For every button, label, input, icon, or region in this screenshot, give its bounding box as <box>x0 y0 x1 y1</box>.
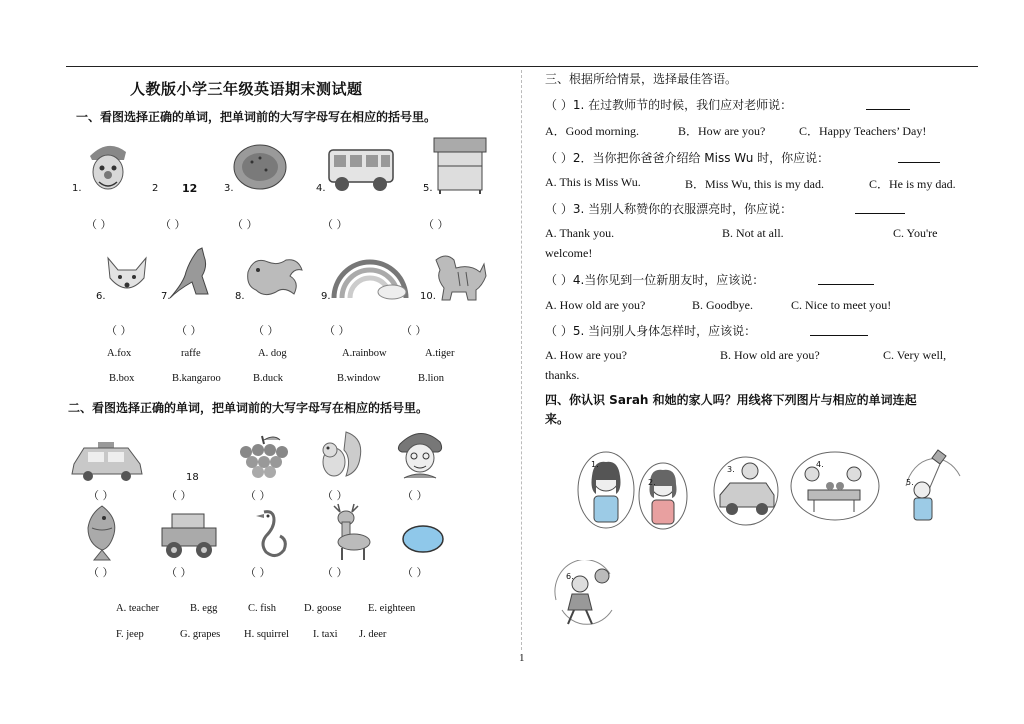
question-text: （ ）3. 当别人称赞你的衣服漂亮时，你应说： <box>545 202 793 216</box>
clown-picture <box>84 138 132 194</box>
pic-number: 5. <box>423 183 433 194</box>
answer-blank[interactable]: （ ） <box>245 489 271 502</box>
girl-picture <box>576 450 636 530</box>
part3-instruction: 三、根据所给情景，选择最佳答语。 <box>545 72 738 86</box>
desk-picture <box>432 136 488 196</box>
question-text: （ ）2．当你把你爸爸介绍给 Miss Wu 时，你应说： <box>545 151 830 165</box>
answer-line[interactable] <box>866 109 910 110</box>
option: F. jeep <box>116 629 144 640</box>
page-number: 1 <box>519 652 525 664</box>
option-b: B. How old are you? <box>720 348 820 362</box>
answer-blank[interactable]: （ ） <box>86 218 112 231</box>
option-a: A. How old are you? <box>545 298 646 312</box>
pic-number: 3. <box>224 183 234 194</box>
option-b: B. Goodbye. <box>692 298 753 312</box>
grapes-picture <box>234 434 290 482</box>
boy-ball-picture <box>552 560 616 630</box>
option: E. eighteen <box>368 603 416 614</box>
fox-picture <box>104 252 150 300</box>
fish-picture <box>82 504 122 562</box>
option: A. teacher <box>116 603 160 614</box>
number-picture-18: 18 <box>186 472 199 483</box>
answer-blank[interactable]: （ ） <box>322 566 348 579</box>
pic-number: 3. <box>727 465 735 474</box>
question-text: （ ）4.当你见到一位新朋友时，应该说： <box>545 273 765 287</box>
question-text: （ ）1. 在过教师节的时候，我们应对老师说： <box>545 98 793 112</box>
option: A.fox <box>107 348 132 359</box>
jeep-picture <box>158 510 220 560</box>
answer-line[interactable] <box>855 213 905 214</box>
pic-number: 6. <box>566 572 574 581</box>
answer-blank[interactable]: （ ） <box>166 566 192 579</box>
option-c-continued: welcome! <box>545 246 593 260</box>
page-title: 人教版小学三年级英语期末测试题 <box>130 80 363 98</box>
option-a: A. How are you? <box>545 348 627 362</box>
answer-blank[interactable]: （ ） <box>423 218 449 231</box>
pic-number: 1. <box>72 183 82 194</box>
top-rule <box>66 66 978 67</box>
option: G. grapes <box>180 629 221 640</box>
taxi-picture <box>70 440 146 482</box>
option: B.duck <box>253 373 284 384</box>
option-c: C．Happy Teachers’ Day! <box>799 124 927 138</box>
tiger-picture <box>432 250 488 302</box>
option-b: B. Not at all. <box>722 226 784 240</box>
pic-number: 2. <box>648 478 656 487</box>
option-a: A. Thank you. <box>545 226 615 240</box>
option-c: C．He is my dad. <box>869 177 956 191</box>
answer-blank[interactable]: （ ） <box>106 324 132 337</box>
option-a: A. This is Miss Wu. <box>545 175 641 189</box>
dragon-picture <box>242 252 308 302</box>
rainbow-picture <box>330 254 410 300</box>
part1-instruction: 一、看图选择正确的单词，把单词前的大写字母写在相应的括号里。 <box>76 110 437 124</box>
column-divider <box>521 70 522 650</box>
part4-instruction-line1: 四、你认识 Sarah 和她的家人吗？用线将下列图片与相应的单词连起 <box>545 393 917 407</box>
option: A.rainbow <box>342 348 387 359</box>
deer-picture <box>324 502 374 562</box>
option-b: B．Miss Wu, this is my dad. <box>685 177 824 191</box>
car-picture <box>712 455 780 527</box>
pic-number: 7. <box>161 291 171 302</box>
egg-picture <box>400 522 446 556</box>
answer-blank[interactable]: （ ） <box>88 489 114 502</box>
option: B.lion <box>418 373 444 384</box>
goose-picture <box>250 508 290 562</box>
option: C. fish <box>248 603 277 614</box>
answer-blank[interactable]: （ ） <box>232 218 258 231</box>
answer-line[interactable] <box>898 162 940 163</box>
option: H. squirrel <box>244 629 289 640</box>
option-c-continued: thanks. <box>545 368 580 382</box>
option: I. taxi <box>313 629 338 640</box>
option: A. dog <box>258 348 287 359</box>
answer-blank[interactable]: （ ） <box>166 489 192 502</box>
answer-blank[interactable]: （ ） <box>402 566 428 579</box>
pic-number: 1. <box>591 460 599 469</box>
squirrel-picture <box>316 428 364 482</box>
option: B.kangaroo <box>172 373 221 384</box>
answer-blank[interactable]: （ ） <box>324 324 350 337</box>
mother-picture <box>638 460 688 530</box>
answer-line[interactable] <box>818 284 874 285</box>
family-table-picture <box>790 450 880 522</box>
option-c: C. You're <box>893 226 938 240</box>
option-c: C. Very well, <box>883 348 947 362</box>
option: B.box <box>109 373 135 384</box>
bus-picture <box>326 142 396 194</box>
kangaroo-picture <box>168 246 218 300</box>
pic-number: 10. <box>420 291 436 302</box>
option: raffe <box>181 348 201 359</box>
option: A.tiger <box>425 348 455 359</box>
pic-number: 6. <box>96 291 106 302</box>
pic-number: 5. <box>906 478 914 487</box>
part2-instruction: 二、看图选择正确的单词，把单词前的大写字母写在相应的括号里。 <box>68 401 429 415</box>
answer-blank[interactable]: （ ） <box>401 324 427 337</box>
answer-blank[interactable]: （ ） <box>245 566 271 579</box>
option: D. goose <box>304 603 342 614</box>
answer-blank[interactable]: （ ） <box>322 489 348 502</box>
pic-number: 8. <box>235 291 245 302</box>
girl-kite-picture <box>900 446 964 528</box>
option: B.window <box>337 373 381 384</box>
option: J. deer <box>359 629 387 640</box>
pic-number: 9. <box>321 291 331 302</box>
pic-number: 4. <box>316 183 326 194</box>
pic-number: 4. <box>816 460 824 469</box>
option-c: C. Nice to meet you! <box>791 298 892 312</box>
answer-blank[interactable]: （ ） <box>160 218 186 231</box>
answer-blank[interactable]: （ ） <box>88 566 114 579</box>
answer-blank[interactable]: （ ） <box>176 324 202 337</box>
teacher-picture <box>394 426 446 482</box>
option-a: A．Good morning. <box>545 124 639 138</box>
answer-blank[interactable]: （ ） <box>402 489 428 502</box>
option-b: B．How are you? <box>678 124 766 138</box>
answer-blank[interactable]: （ ） <box>322 218 348 231</box>
answer-line[interactable] <box>810 335 868 336</box>
round-cake-picture <box>232 142 288 192</box>
answer-blank[interactable]: （ ） <box>253 324 279 337</box>
option: B. egg <box>190 603 218 614</box>
number-picture-12: 12 <box>182 182 198 195</box>
question-text: （ ）5. 当问别人身体怎样时，应该说： <box>545 324 757 338</box>
part4-instruction-line2: 来。 <box>545 412 570 426</box>
pic-number: 2 <box>152 183 159 194</box>
